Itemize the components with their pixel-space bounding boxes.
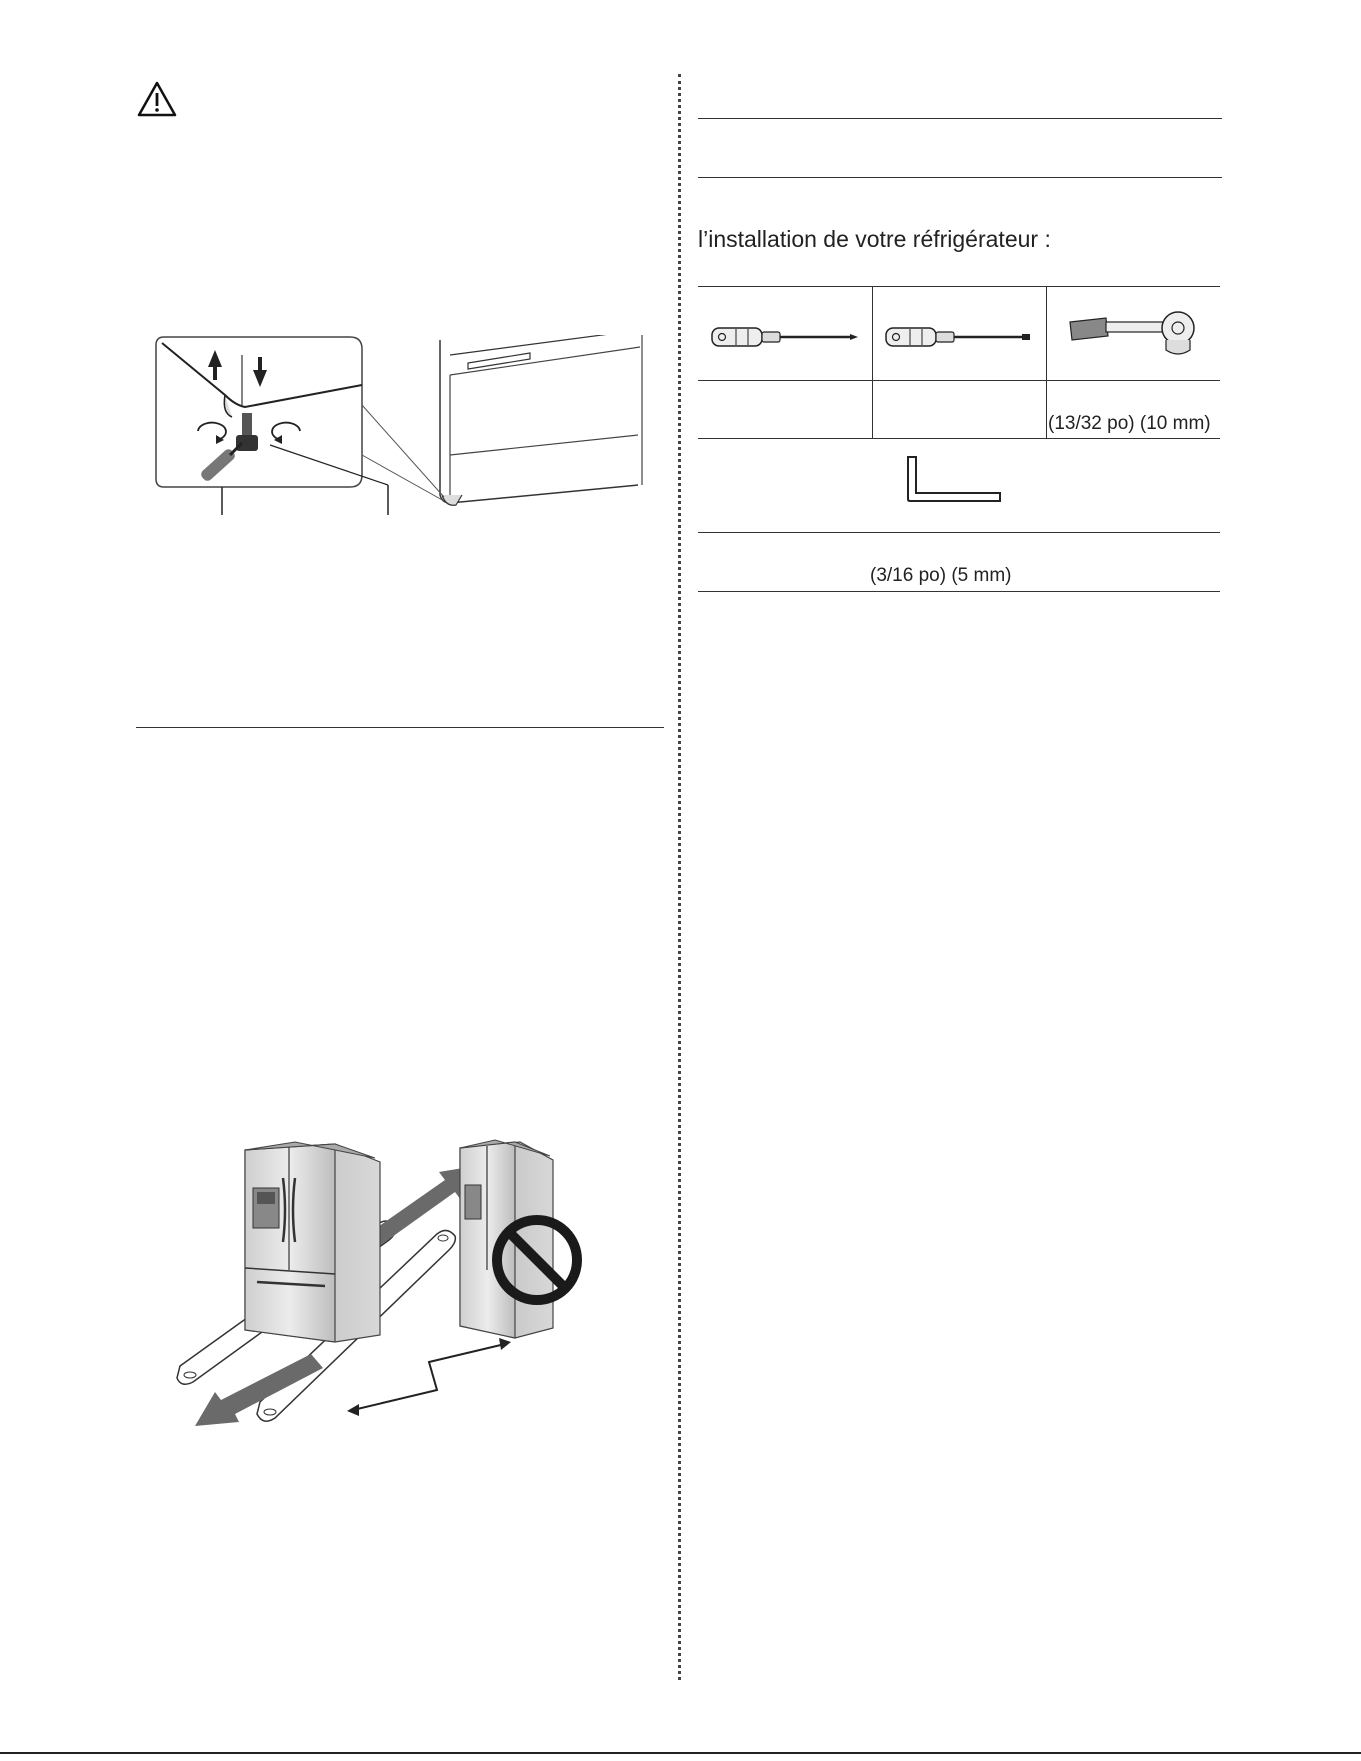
socket-wrench-size-label: (13/32 po) (10 mm) (1048, 413, 1211, 434)
socket-wrench-icon (1064, 308, 1214, 358)
tools-table-mid-rule (698, 438, 1220, 439)
left-section-divider (136, 727, 664, 728)
tools-intro-line: l’installation de votre réfrigérateur : (698, 226, 1051, 252)
phillips-screwdriver-icon (710, 322, 860, 352)
tools-table-top-rule (698, 286, 1220, 287)
page-bottom-rule (0, 1752, 1361, 1754)
tools-table-row-rule (698, 380, 1220, 381)
tools-table-col-divider-2 (1046, 286, 1047, 438)
right-top-divider (698, 118, 1222, 119)
hex-key-size-label: (3/16 po) (5 mm) (870, 565, 1012, 586)
tools-table-bottom-rule (698, 591, 1220, 592)
right-second-divider (698, 177, 1222, 178)
tools-table-col-divider-1 (872, 286, 873, 438)
column-separator (678, 74, 681, 1680)
no-sign-icon (487, 1210, 587, 1310)
warning-icon (136, 80, 178, 118)
hex-key-icon (904, 455, 1004, 505)
flat-screwdriver-icon (884, 322, 1034, 352)
tools-table-hex-rule (698, 532, 1220, 533)
leveling-leg-illustration (150, 335, 660, 520)
